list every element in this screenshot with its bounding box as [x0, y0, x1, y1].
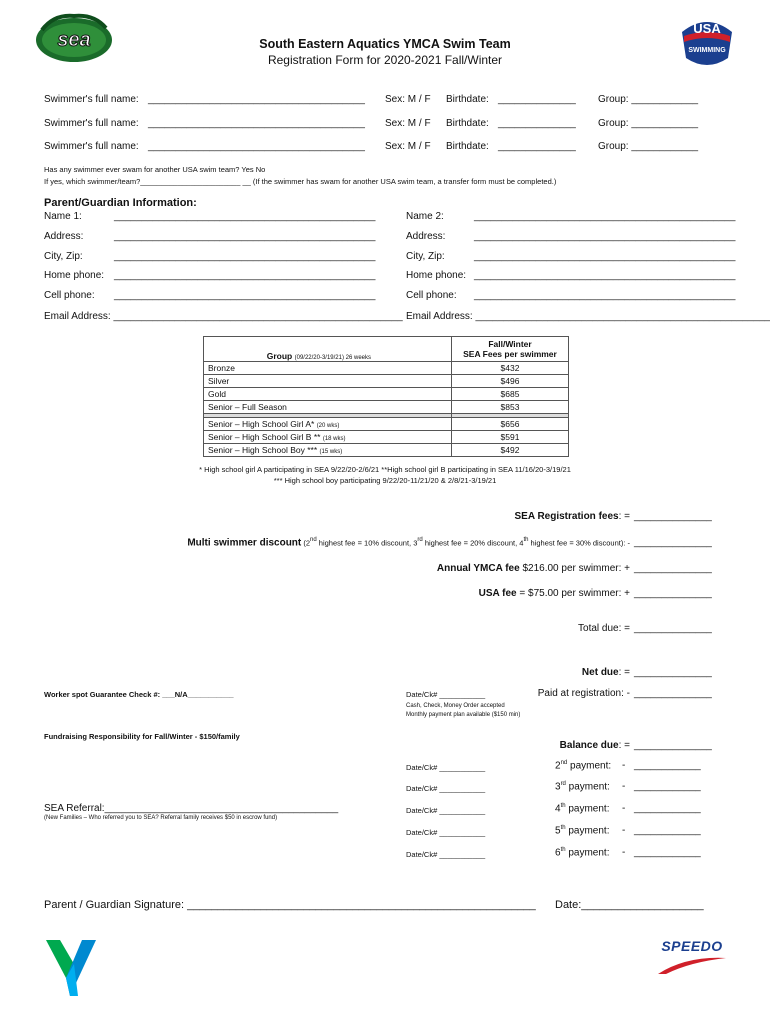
payment-note-1: Cash, Check, Money Order accepted: [406, 703, 505, 709]
parent-email1-field[interactable]: Email Address: ____________________________________________________: [44, 311, 403, 322]
sup: th: [560, 847, 566, 853]
reg-fees-line: [300, 511, 630, 522]
sup: nd: [560, 760, 568, 766]
usa-fee-line: [300, 588, 630, 599]
usa-logo-text: USA: [693, 21, 721, 36]
group-cell: [204, 431, 452, 444]
parent-name1-field[interactable]: _______________________________________________: [114, 211, 376, 222]
fees-footnote-2: *** High school boy participating 9/22/20-11/21/20 & 2/8/21-3/19/21: [273, 476, 497, 485]
payment-label: [555, 760, 611, 771]
table-row: [204, 375, 569, 388]
usa-swimming-logo: [678, 14, 736, 68]
group-name: Senior – High School Girl B **: [208, 432, 321, 442]
referral-field[interactable]: SEA Referral:__________________________________________: [44, 803, 339, 814]
paid-at-registration-label: Paid at registration: -: [537, 688, 630, 699]
sup: th: [523, 537, 529, 543]
speedo-swoosh-icon: [656, 954, 728, 976]
swimmer-group-field[interactable]: Group: ____________: [598, 94, 699, 105]
signature-field[interactable]: Parent / Guardian Signature: _________________________________________________________: [44, 899, 536, 911]
payment-number: 5: [555, 825, 561, 837]
table-row: [204, 388, 569, 401]
speedo-logo: [656, 938, 728, 980]
swimmer-name-field[interactable]: _______________________________________: [148, 118, 365, 129]
payment-op: -: [622, 781, 626, 792]
net-due-line: [300, 667, 630, 678]
table-row: [204, 362, 569, 375]
multi-detail: highest fee = 10% discount, 3: [316, 538, 418, 548]
payment-note-2: Monthly payment plan available ($150 min): [406, 712, 521, 718]
group-cell: [204, 418, 452, 431]
paid-at-registration-field[interactable]: ______________: [634, 688, 712, 699]
ymca-fee-field[interactable]: ______________: [634, 563, 712, 574]
group-weeks: (15 wks): [319, 449, 343, 455]
group-header-label: Group: [266, 351, 293, 361]
swimmer-sex-field[interactable]: Sex: M / F: [385, 94, 431, 105]
net-due-label: Net due: [581, 667, 619, 678]
fee-cell: $492: [452, 444, 569, 457]
payment-amount-field[interactable]: ____________: [634, 803, 701, 814]
payment-text: payment:: [567, 760, 612, 772]
multi-discount-line: [100, 537, 630, 548]
sea-logo-text: sea: [57, 29, 91, 51]
group-cell: [204, 444, 452, 457]
payment-op: -: [622, 760, 626, 771]
fees-footnote-1: * High school girl A participating in SEA 9/22/20-2/6/21 **High school girl B participating in SEA 11/16/20-3/19/21: [199, 465, 571, 474]
net-due-op: : =: [618, 667, 630, 678]
swimmer-birthdate-label: Birthdate:: [446, 118, 489, 129]
table-row: [204, 401, 569, 414]
fee-header-line2: SEA Fees per swimmer: [463, 349, 557, 359]
ymca-fee-line: [300, 563, 630, 574]
group-column-header: [204, 337, 452, 362]
reg-fees-field[interactable]: ______________: [634, 511, 712, 522]
parent-address2-label: Address:: [406, 231, 446, 242]
parent-homephone1-label: Home phone:: [44, 270, 105, 281]
payment-number: 4: [555, 803, 561, 815]
parent-cellphone2-field[interactable]: _______________________________________________: [474, 290, 736, 301]
payment-date-check-field[interactable]: Date/Ck# ___________: [406, 784, 486, 793]
swimmer-name-field[interactable]: _______________________________________: [148, 141, 365, 152]
usa-fee-detail: = $75.00 per swimmer: +: [516, 588, 630, 599]
form-title: South Eastern Aquatics YMCA Swim Team: [259, 37, 511, 51]
swimmer-group-field[interactable]: Group: ____________: [598, 141, 699, 152]
swimmer-name-label: Swimmer's full name:: [44, 94, 139, 105]
balance-due-op: : =: [618, 740, 630, 751]
fee-cell: $853: [452, 401, 569, 414]
usa-team-question: Has any swimmer ever swam for another USA swim team? Yes No: [44, 165, 266, 174]
ymca-logo: [44, 938, 98, 998]
payment-number: 3: [555, 781, 561, 793]
fee-cell: $591: [452, 431, 569, 444]
usa-fee-field[interactable]: ______________: [634, 588, 712, 599]
reg-fees-label: SEA Registration fees: [514, 511, 619, 522]
group-name: Senior – High School Boy ***: [208, 445, 318, 455]
parent-name1-label: Name 1:: [44, 211, 82, 222]
multi-detail: highest fee = 20% discount, 4: [422, 538, 524, 548]
referral-note: (New Families – Who referred you to SEA? Referral family receives $50 in escrow fund): [44, 815, 278, 821]
multi-discount-field[interactable]: ______________: [634, 537, 712, 548]
swimmer-name-label: Swimmer's full name:: [44, 141, 139, 152]
payment-amount-field[interactable]: ____________: [634, 781, 701, 792]
swimming-logo-text: SWIMMING: [688, 47, 726, 54]
payment-op: -: [622, 847, 626, 858]
swimmer-name-label: Swimmer's full name:: [44, 118, 139, 129]
swimmer-name-field[interactable]: _______________________________________: [148, 94, 365, 105]
swimmer-sex-field[interactable]: Sex: M / F: [385, 118, 431, 129]
parent-address1-label: Address:: [44, 231, 84, 242]
usa-team-which-field[interactable]: If yes, which swimmer/team?________________________ __ (If the swimmer has swam for another USA swim team, a transfer form must be completed.): [44, 177, 557, 186]
balance-due-field[interactable]: ______________: [634, 740, 712, 751]
fee-column-header: [452, 337, 569, 362]
payment-number: 2: [555, 760, 561, 772]
payment-amount-field[interactable]: ____________: [634, 825, 701, 836]
net-due-field[interactable]: ______________: [634, 667, 712, 678]
payment-label: [555, 825, 610, 836]
swimmer-birthdate-field[interactable]: ______________: [498, 118, 576, 129]
parent-homephone1-field[interactable]: _______________________________________________: [114, 270, 376, 281]
payment-op: -: [622, 825, 626, 836]
fees-table-header: [204, 337, 569, 362]
payment-op: -: [622, 803, 626, 814]
fundraising-responsibility: Fundraising Responsibility for Fall/Winter - $150/family: [44, 732, 240, 741]
parent-homephone2-field[interactable]: _______________________________________________: [474, 270, 736, 281]
form-subtitle: Registration Form for 2020-2021 Fall/Winter: [267, 53, 503, 67]
balance-due-line: [400, 740, 630, 751]
fee-cell: $496: [452, 375, 569, 388]
parent-cellphone1-label: Cell phone:: [44, 290, 95, 301]
group-weeks: (20 wks): [316, 423, 340, 429]
swimmer-birthdate-label: Birthdate:: [446, 94, 489, 105]
sea-logo: [34, 10, 114, 66]
multi-detail: (2: [301, 538, 311, 548]
worker-check-field[interactable]: Worker spot Guarantee Check #: ___N/A___________: [44, 690, 234, 699]
parent-city1-label: City, Zip:: [44, 251, 83, 262]
swimmer-birthdate-label: Birthdate:: [446, 141, 489, 152]
payment-label: [555, 781, 610, 792]
sup: th: [560, 825, 566, 831]
swimmer-group-field[interactable]: Group: ____________: [598, 118, 699, 129]
table-row: [204, 431, 569, 444]
group-header-note: (09/22/20-3/19/21) 26 weeks: [294, 355, 371, 361]
swimmer-sex-field[interactable]: Sex: M / F: [385, 141, 431, 152]
total-due-label: Total due: =: [578, 623, 630, 634]
payment-text: payment:: [565, 781, 610, 793]
total-due-field[interactable]: ______________: [634, 623, 712, 634]
speedo-logo-text: SPEEDO: [661, 938, 723, 954]
fee-cell: $432: [452, 362, 569, 375]
balance-due-label: Balance due: [559, 740, 619, 751]
multi-discount-label: Multi swimmer discount: [187, 537, 302, 549]
group-weeks: (18 wks): [322, 436, 346, 442]
group-cell: Bronze: [204, 362, 452, 375]
ymca-fee-detail: $216.00 per swimmer: +: [519, 563, 630, 574]
parent-city2-field[interactable]: _______________________________________________: [474, 251, 736, 262]
parent-name2-label: Name 2:: [406, 211, 444, 222]
sup: rd: [417, 537, 423, 543]
parent-info-heading: Parent/Guardian Information:: [44, 197, 197, 209]
parent-cellphone2-label: Cell phone:: [406, 290, 457, 301]
parent-homephone2-label: Home phone:: [406, 270, 467, 281]
payment-text: payment:: [565, 803, 610, 815]
swimmer-birthdate-field[interactable]: ______________: [498, 94, 576, 105]
swimmer-birthdate-field[interactable]: ______________: [498, 141, 576, 152]
fees-table: [203, 336, 569, 457]
ymca-fee-label: Annual YMCA fee: [436, 563, 520, 574]
registration-date-check-field[interactable]: Date/Ck# ___________: [406, 690, 486, 699]
parent-city2-label: City, Zip:: [406, 251, 445, 262]
payment-date-check-field[interactable]: Date/Ck# ___________: [406, 806, 486, 815]
signature-date-field[interactable]: Date:____________________: [555, 899, 704, 911]
parent-address1-field[interactable]: _______________________________________________: [114, 231, 376, 242]
usa-fee-label: USA fee: [478, 588, 517, 599]
fee-cell: $685: [452, 388, 569, 401]
payment-date-check-field[interactable]: Date/Ck# ___________: [406, 828, 486, 837]
payment-label: [555, 803, 610, 814]
table-row: [204, 444, 569, 457]
parent-cellphone1-field[interactable]: _______________________________________________: [114, 290, 376, 301]
sup: rd: [560, 781, 566, 787]
payment-text: payment:: [565, 825, 610, 837]
multi-detail: highest fee = 30% discount): -: [528, 538, 630, 548]
parent-email2-field[interactable]: Email Address: _____________________________________________________: [406, 311, 770, 322]
payment-date-check-field[interactable]: Date/Ck# ___________: [406, 763, 486, 772]
reg-fees-op: : =: [618, 511, 630, 522]
payment-text: payment:: [565, 847, 610, 859]
parent-city1-field[interactable]: _______________________________________________: [114, 251, 376, 262]
fee-cell: $656: [452, 418, 569, 431]
payment-date-check-field[interactable]: Date/Ck# ___________: [406, 850, 486, 859]
payment-amount-field[interactable]: ____________: [634, 847, 701, 858]
group-cell: Silver: [204, 375, 452, 388]
payment-label: [555, 847, 610, 858]
group-cell: Senior – Full Season: [204, 401, 452, 414]
payment-number: 6: [555, 847, 561, 859]
payment-amount-field[interactable]: ____________: [634, 760, 701, 771]
sup: th: [560, 803, 566, 809]
table-row: [204, 418, 569, 431]
group-name: Senior – High School Girl A*: [208, 419, 315, 429]
parent-address2-field[interactable]: _______________________________________________: [474, 231, 736, 242]
sup: nd: [310, 537, 317, 543]
group-cell: Gold: [204, 388, 452, 401]
fee-header-line1: Fall/Winter: [488, 339, 532, 349]
parent-name2-field[interactable]: _______________________________________________: [474, 211, 736, 222]
